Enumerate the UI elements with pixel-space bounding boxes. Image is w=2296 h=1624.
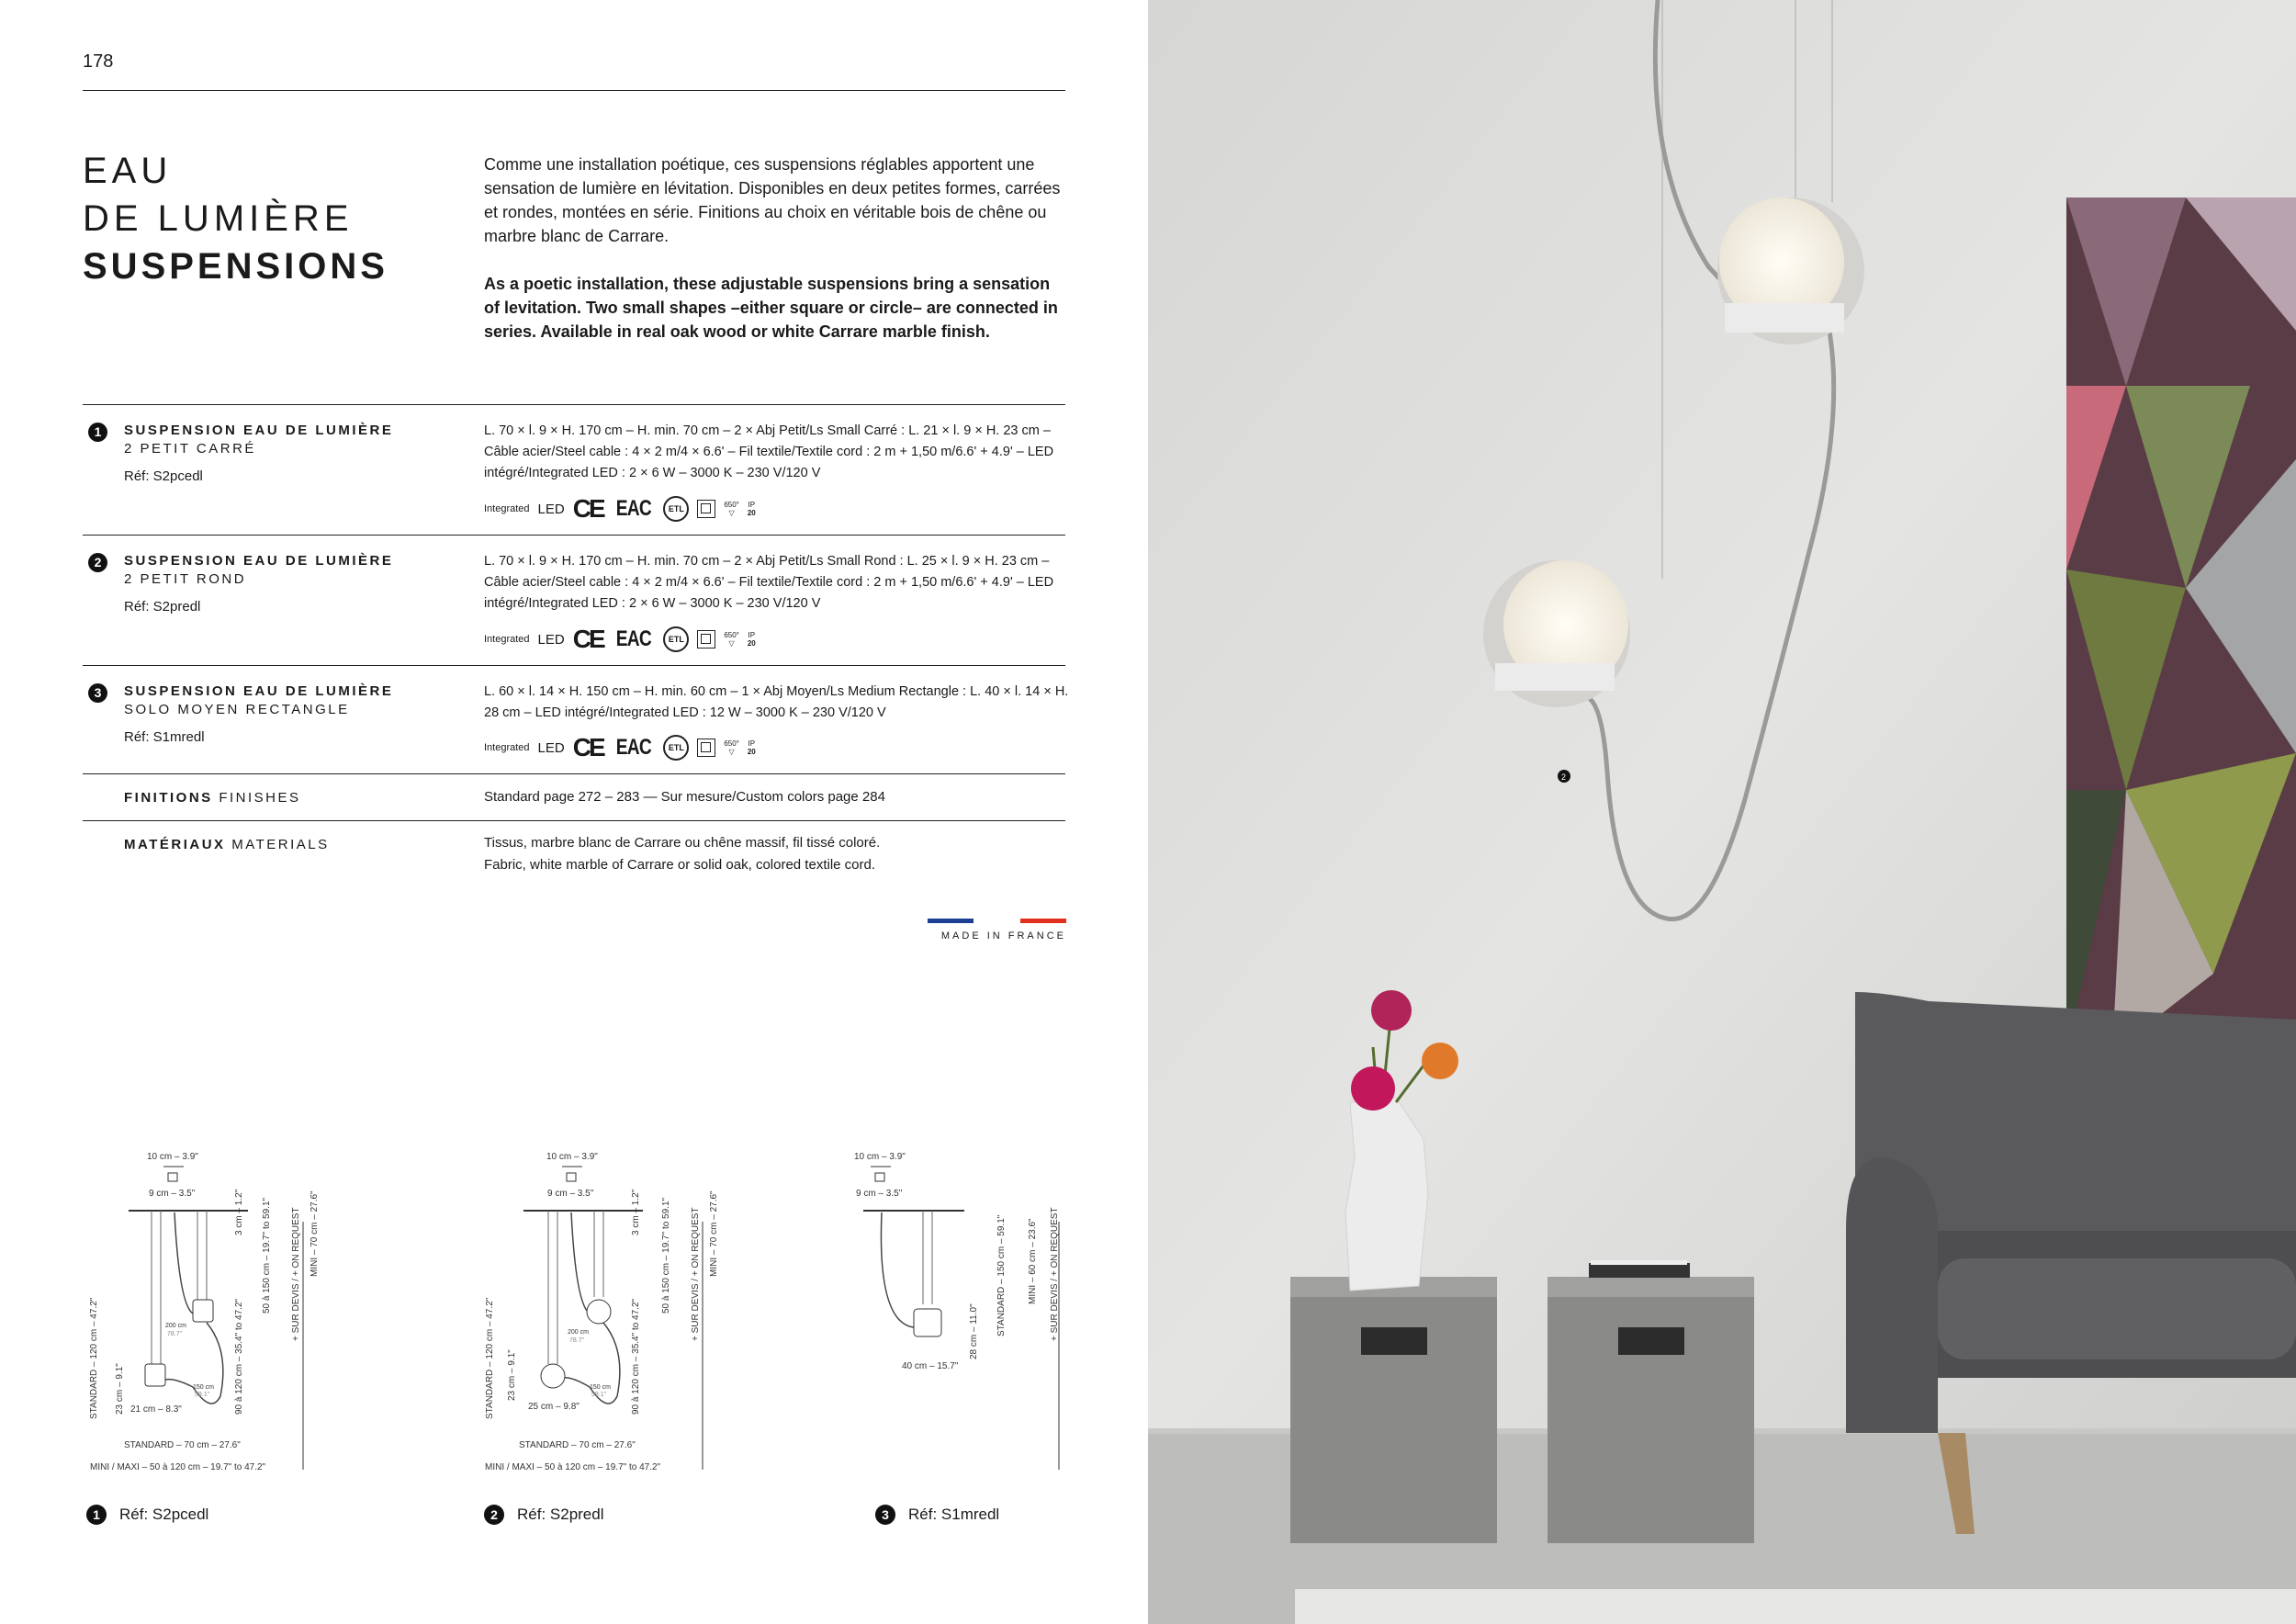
title-line-3: SUSPENSIONS: [83, 246, 388, 287]
ce-icon: CE: [572, 733, 603, 761]
product-name-main: SUSPENSION EAU DE LUMIÈRE: [124, 683, 394, 699]
etl-icon: ETL: [663, 496, 689, 522]
double-insulation-icon: [697, 739, 715, 757]
ip-icon: [748, 739, 756, 756]
ip-bottom: 20: [747, 639, 756, 648]
lamp-lower: [1483, 560, 1630, 707]
diagram-2: [485, 1152, 719, 1472]
dim-standard-v: STANDARD – 120 cm – 47.2": [89, 1297, 99, 1419]
dim-range2: 90 à 120 cm – 35.4" to 47.2": [631, 1298, 641, 1415]
dim-canopy-height: 3 cm – 1.2": [234, 1189, 244, 1235]
ip-bottom: 20: [747, 509, 756, 517]
dim-lamp-width: 25 cm – 9.8": [528, 1402, 580, 1412]
product-name-sub: SOLO MOYEN RECTANGLE: [124, 702, 350, 717]
diagram-ref: [86, 1505, 208, 1525]
materials-label: [124, 837, 330, 852]
temp-icon: 650° ▽: [724, 501, 739, 517]
made-in-france-text: MADE IN FRANCE: [940, 930, 1066, 942]
dim-lamp-width: 21 cm – 8.3": [130, 1404, 182, 1415]
intro-fr: Comme une installation poétique, ces suspensions réglables apportent une sensation de lumière en lévitation. Disponibles en deux petites formes, carrées et rondes, montées en série. Finitions au choix en véritable bois de chêne ou marbre blanc de Carrare.: [484, 155, 1061, 245]
ip-top: IP: [748, 501, 756, 509]
page-number: 178: [83, 51, 114, 72]
materials-value-en: Fabric, white marble of Carrare or solid oak, colored textile cord.: [484, 857, 876, 873]
led-label: LED: [537, 501, 565, 517]
lamp-shape: [145, 1364, 165, 1386]
product-ref: Réf: S2predl: [124, 599, 201, 615]
product-number: 2: [88, 553, 107, 572]
title-line-1: EAU: [83, 151, 173, 191]
diagram-3: [854, 1152, 1060, 1470]
materials-label-fr: MATÉRIAUX: [124, 837, 226, 852]
product-spec: L. 70 × l. 9 × H. 170 cm – H. min. 70 cm – 2 × Abj Petit/Ls Small Carré : L. 21 × l. 9 × H. 23 cm – Câble acier/Steel cable : 4 × 2 m/4 × 6.6' – Fil textile/Textile cord : 2 m + 1,50 m/6.6' + 4.9' – LED intégré/Integrated LED : 2 × 6 W – 3000 K – 230 V/120 V: [484, 423, 1054, 480]
dim-standard-h: STANDARD – 70 cm – 27.6": [124, 1440, 241, 1450]
ip-icon: [748, 501, 756, 517]
temp-label: 650°: [724, 739, 739, 748]
dim-canopy-height: 3 cm – 1.2": [631, 1189, 641, 1235]
lamp-shape: [193, 1300, 213, 1322]
ref-number: 2: [484, 1505, 504, 1525]
cord1-label: 200 cm: [165, 1323, 186, 1329]
header-rule: [83, 90, 1065, 91]
room-scene-image: [1148, 0, 2296, 1624]
dim-mini: MINI – 70 cm – 27.6": [709, 1190, 719, 1277]
dim-lamp-height: 23 cm – 9.1": [115, 1363, 125, 1415]
finishes-label: [124, 790, 301, 806]
ref-number: 3: [875, 1505, 895, 1525]
double-insulation-icon: [697, 630, 715, 648]
temp-label: 650°: [724, 501, 739, 509]
ip-top: IP: [748, 739, 756, 748]
product-spec: L. 60 × l. 14 × H. 150 cm – H. min. 60 cm – 1 × Abj Moyen/Ls Medium Rectangle : L. 40 × l. 14 × H. 28 cm – LED intégré/Integrated LED : 12 W – 3000 K – 230 V/120 V: [484, 684, 1069, 720]
product-name-main: SUSPENSION EAU DE LUMIÈRE: [124, 423, 394, 438]
dim-mini: MINI – 70 cm – 27.6": [310, 1190, 320, 1277]
dim-standard-h: STANDARD – 70 cm – 27.6": [519, 1440, 636, 1450]
etl-icon: ETL: [663, 626, 689, 652]
cord1-label-in: 78.7": [569, 1337, 585, 1344]
product-number: 1: [88, 423, 107, 442]
product-row: [83, 535, 1065, 665]
dim-lamp-width: 40 cm – 15.7": [902, 1361, 959, 1371]
stool-right: [1548, 1260, 1754, 1543]
ce-icon: CE: [572, 494, 603, 523]
diagram-ref: [484, 1505, 604, 1525]
dim-lamp-height: 28 cm – 11.0": [969, 1303, 979, 1359]
dim-second-width: 9 cm – 3.5": [856, 1189, 903, 1199]
dim-second-width: 9 cm – 3.5": [547, 1189, 594, 1199]
dim-range: 50 à 150 cm – 19.7" to 59.1": [262, 1197, 272, 1314]
product-ref: Réf: S1mredl: [124, 729, 205, 745]
dim-range2: 90 à 120 cm – 35.4" to 47.2": [234, 1298, 244, 1415]
cord2-label-in: 59.1": [591, 1392, 607, 1398]
led-label: LED: [537, 739, 565, 756]
finishes-value: Standard page 272 – 283 — Sur mesure/Custom colors page 284: [484, 789, 885, 805]
integrated-label: Integrated: [484, 503, 530, 514]
cord1-label: 200 cm: [568, 1329, 589, 1336]
page-title: [83, 147, 388, 290]
divider: [83, 820, 1065, 821]
dim-top-width: 10 cm – 3.9": [546, 1152, 598, 1162]
finishes-label-fr: FINITIONS: [124, 790, 213, 806]
materials-label-en: MATERIALS: [231, 837, 330, 852]
ce-icon: CE: [572, 625, 603, 653]
intro-en: As a poetic installation, these adjustable suspensions bring a sensation of levitation. Two small shapes –either square or circle– are connected in series. Available in real oak wood or white Carrare marble finish.: [484, 275, 1058, 341]
dim-standard-v: STANDARD – 120 cm – 47.2": [485, 1297, 495, 1419]
double-insulation-icon: [697, 500, 715, 518]
temp-label: 650°: [724, 631, 739, 639]
product-number: 3: [88, 683, 107, 703]
dim-mini: MINI – 60 cm – 23.6": [1028, 1218, 1038, 1304]
temp-icon: 650° ▽: [724, 631, 739, 648]
finishes-label-en: FINISHES: [219, 790, 301, 806]
ref-text: Réf: S1mredl: [908, 1506, 1000, 1523]
photo-marker-label: 2: [1561, 773, 1567, 782]
lamp-shape: [587, 1300, 611, 1324]
dim-top-width: 10 cm – 3.9": [147, 1152, 198, 1162]
ip-top: IP: [748, 631, 756, 639]
ref-text: Réf: S2predl: [517, 1506, 604, 1523]
cert-icons: [484, 626, 756, 652]
technical-diagrams: [0, 1139, 1148, 1488]
cord1-label-in: 78.7": [167, 1331, 183, 1337]
dim-minimaxi: MINI / MAXI – 50 à 120 cm – 19.7" to 47.2": [485, 1462, 661, 1472]
title-line-2: DE LUMIÈRE: [83, 198, 354, 239]
eac-icon: EAC: [615, 735, 651, 760]
canopy-icon: [168, 1173, 177, 1181]
cord2-label: 150 cm: [193, 1384, 214, 1391]
product-photo: [1148, 0, 2296, 1624]
canopy-icon: [567, 1173, 576, 1181]
diagram-ref: [875, 1505, 999, 1525]
integrated-label: Integrated: [484, 634, 530, 645]
etl-icon: ETL: [663, 735, 689, 761]
made-in-france: [928, 919, 1066, 942]
eac-icon: EAC: [615, 626, 651, 651]
eac-icon: EAC: [615, 496, 651, 521]
ip-bottom: 20: [747, 748, 756, 756]
ip-icon: [748, 631, 756, 648]
cert-icons: [484, 735, 756, 761]
product-name-sub: 2 PETIT ROND: [124, 571, 247, 587]
led-label: LED: [537, 631, 565, 648]
lamp-shape: [914, 1309, 941, 1336]
dim-request: + SUR DEVIS / + ON REQUEST: [1050, 1207, 1060, 1341]
dim-range: 50 à 150 cm – 19.7" to 59.1": [661, 1197, 671, 1314]
dim-request: + SUR DEVIS / + ON REQUEST: [291, 1207, 301, 1341]
ref-number: 1: [86, 1505, 107, 1525]
product-spec: L. 70 × l. 9 × H. 170 cm – H. min. 70 cm – 2 × Abj Petit/Ls Small Rond : L. 25 × l. 9 × H. 23 cm – Câble acier/Steel cable : 4 × 2 m/4 × 6.6' – Fil textile/Textile cord : 2 m + 1,50 m/6.6' + 4.9' – LED intégré/Integrated LED : 2 × 6 W – 3000 K – 230 V/120 V: [484, 554, 1054, 611]
dim-top-width: 10 cm – 3.9": [854, 1152, 906, 1162]
french-flag-icon: [928, 919, 1066, 923]
product-row: [83, 665, 1069, 773]
materials-value-fr: Tissus, marbre blanc de Carrare ou chêne massif, fil tissé coloré.: [484, 835, 881, 851]
ref-text: Réf: S2pcedl: [119, 1506, 209, 1523]
product-name-sub: 2 PETIT CARRÉ: [124, 441, 256, 457]
lamp-upper: [1717, 197, 1864, 344]
product-name: [124, 422, 393, 458]
wall-painting: [2066, 197, 2296, 1052]
dim-second-width: 9 cm – 3.5": [149, 1189, 196, 1199]
product-row: [83, 404, 1065, 535]
integrated-label: Integrated: [484, 742, 530, 753]
dim-minimaxi: MINI / MAXI – 50 à 120 cm – 19.7" to 47.2": [90, 1462, 266, 1472]
divider: [83, 773, 1065, 774]
dim-standard-v: STANDARD – 150 cm – 59.1": [996, 1214, 1007, 1336]
intro-text: [484, 152, 1066, 367]
canopy-icon: [875, 1173, 884, 1181]
materials-value: [484, 832, 880, 876]
dim-lamp-height: 23 cm – 9.1": [507, 1349, 517, 1401]
product-ref: Réf: S2pcedl: [124, 468, 203, 484]
dim-request: + SUR DEVIS / + ON REQUEST: [691, 1207, 701, 1341]
cord2-label-in: 59.1": [195, 1392, 210, 1398]
temp-icon: 650° ▽: [724, 739, 739, 756]
product-name-main: SUSPENSION EAU DE LUMIÈRE: [124, 553, 394, 569]
cord2-label: 150 cm: [590, 1384, 611, 1391]
cert-icons: [484, 496, 756, 522]
product-name: [124, 682, 393, 719]
product-name: [124, 552, 393, 589]
diagram-1: [89, 1152, 320, 1472]
lamp-shape: [541, 1364, 565, 1388]
stool-left: [1290, 1277, 1497, 1543]
